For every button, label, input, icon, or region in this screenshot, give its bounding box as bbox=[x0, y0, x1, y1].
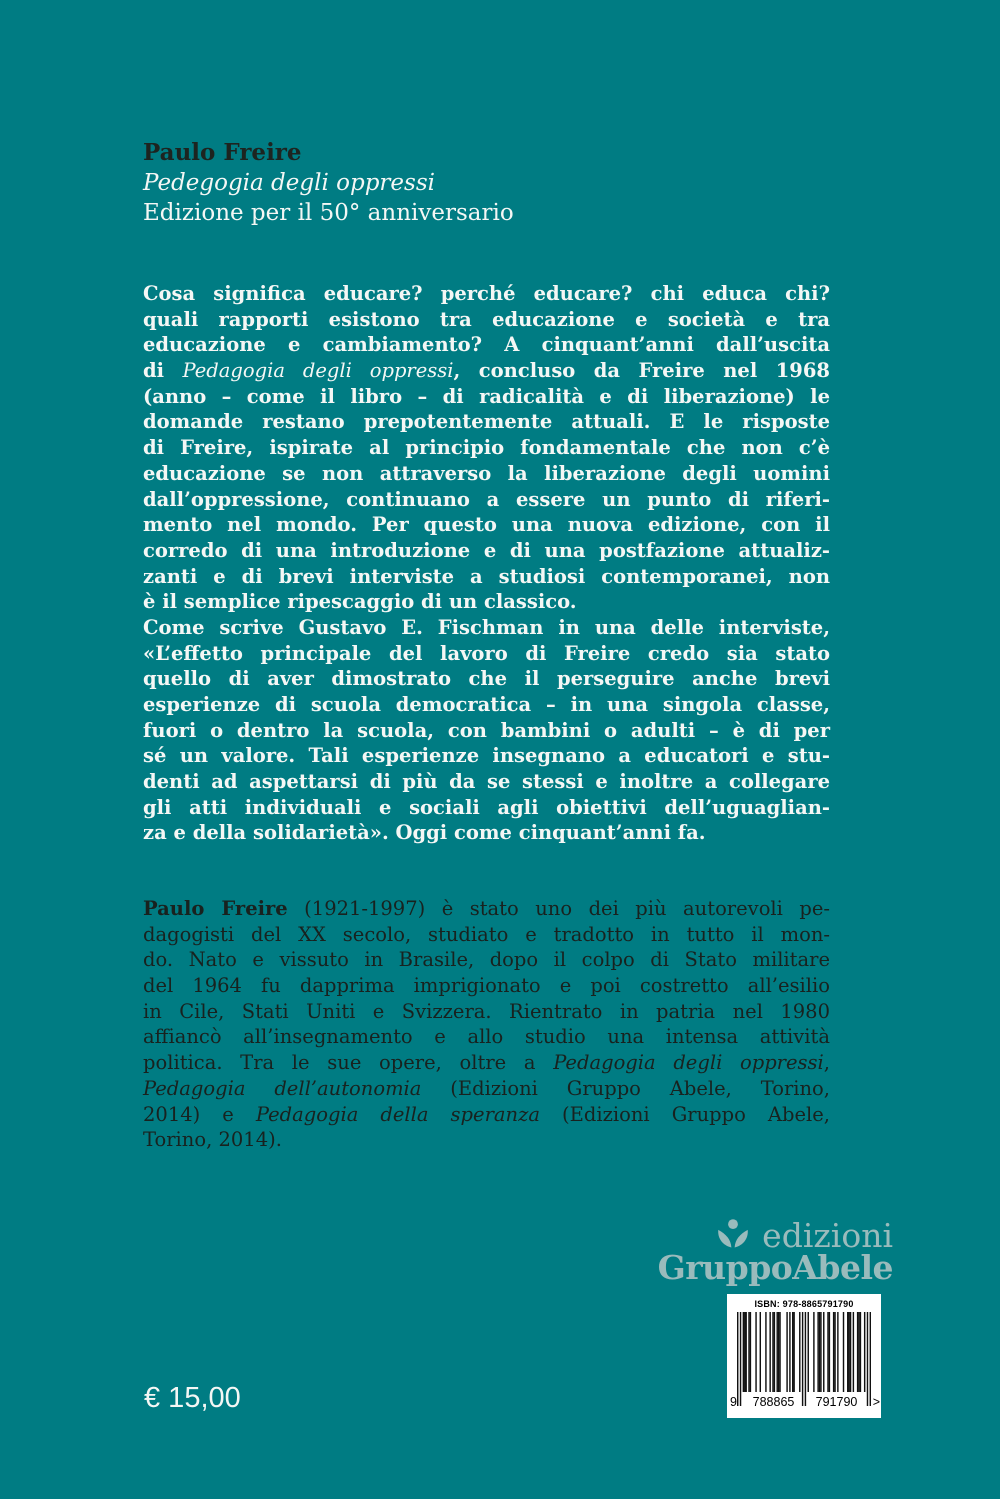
text-line: domande restano prepotentemente attuali. E le risposte bbox=[143, 410, 830, 434]
text-line: denti ad aspettarsi di più da se stessi e inoltre a collegare bbox=[143, 770, 830, 794]
barcode-bars bbox=[730, 1312, 880, 1409]
price-label: € 15,00 bbox=[144, 1382, 241, 1414]
text-line: 2014) e Pedagogia della speranza (Edizioni Gruppo Abele, bbox=[143, 1102, 830, 1126]
text-line: Paulo Freire (1921-1997) è stato uno dei più autorevoli pe- bbox=[143, 897, 830, 920]
author-bio-text bbox=[143, 896, 830, 1153]
text-line: Cosa significa educare? perché educare? chi educa chi? bbox=[143, 282, 830, 305]
barcode bbox=[727, 1294, 881, 1418]
text-line: corredo di una introduzione e di una postfazione attualiz- bbox=[143, 538, 830, 562]
text-line: del 1964 fu dapprima imprigionato e poi costretto all’esilio bbox=[143, 974, 830, 998]
text-line: Torino, 2014). bbox=[143, 1128, 282, 1152]
text-line: quello di aver dimostrato che il perseguire anche brevi bbox=[143, 667, 830, 691]
text-line: educazione se non attraverso la liberazione degli uomini bbox=[143, 461, 830, 485]
text-line: è il semplice ripescaggio di un classico. bbox=[143, 590, 577, 614]
text-line: dall’oppressione, continuano a essere un punto di riferi- bbox=[143, 487, 830, 511]
text-line: zanti e di brevi interviste a studiosi contemporanei, non bbox=[143, 564, 830, 588]
text-line: di Freire, ispirate al principio fondamentale che non c’è bbox=[143, 436, 830, 460]
barcode-digit-group-right: 791790 bbox=[815, 1395, 858, 1409]
text-line: Come scrive Gustavo E. Fischman in una delle interviste, bbox=[143, 615, 830, 639]
barcode-digits bbox=[730, 1394, 880, 1409]
author-name: Paulo Freire bbox=[143, 139, 302, 166]
barcode-digit-group-left: 788865 bbox=[752, 1395, 795, 1409]
publisher-wordmark-edizioni: edizioni bbox=[762, 1216, 893, 1255]
barcode-digit-lead: 9 bbox=[730, 1395, 737, 1409]
text-line: affiancò all’insegnamento e allo studio una intensa attività bbox=[143, 1025, 830, 1049]
publisher-logo bbox=[657, 1216, 893, 1287]
text-line: di Pedagogia degli oppressi, concluso da Freire nel 1968 bbox=[143, 359, 830, 383]
isbn-label: ISBN: 978-8865791790 bbox=[754, 1299, 854, 1309]
text-line: dagogisti del XX secolo, studiato e tradotto in tutto il mon- bbox=[143, 922, 830, 946]
publisher-wordmark-gruppoabele: GruppoAbele bbox=[657, 1248, 893, 1287]
text-line: gli atti individuali e sociali agli obiettivi dell’uguaglian- bbox=[143, 795, 830, 819]
text-line: politica. Tra le sue opere, oltre a Pedagogia degli oppressi, bbox=[143, 1051, 830, 1075]
text-line: za e della solidarietà». Oggi come cinquant’anni fa. bbox=[143, 821, 706, 845]
text-line: mento nel mondo. Per questo una nuova edizione, con il bbox=[143, 513, 830, 537]
edition-line: Edizione per il 50° anniversario bbox=[143, 200, 514, 226]
text-line: «L’effetto principale del lavoro di Freire credo sia stato bbox=[143, 641, 830, 665]
synopsis-text bbox=[143, 281, 830, 846]
text-line: esperienze di scuola democratica – in una singola classe, bbox=[143, 693, 830, 716]
barcode-digit-trail: > bbox=[872, 1395, 880, 1409]
text-line: fuori o dentro la scuola, con bambini o adulti – è di per bbox=[143, 718, 830, 742]
text-line: do. Nato e vissuto in Brasile, dopo il colpo di Stato militare bbox=[143, 948, 830, 972]
book-title: Pedegogia degli oppressi bbox=[143, 170, 436, 196]
text-line: Pedagogia dell’autonomia (Edizioni Gruppo Abele, Torino, bbox=[143, 1076, 830, 1100]
text-line: sé un valore. Tali esperienze insegnano a educatori e stu- bbox=[143, 744, 830, 768]
text-line: educazione e cambiamento? A cinquant’anni dall’uscita bbox=[143, 333, 830, 357]
text-line: (anno – come il libro – di radicalità e di liberazione) le bbox=[143, 384, 830, 408]
text-line: quali rapporti esistono tra educazione e società e tra bbox=[143, 307, 830, 331]
text-line: in Cile, Stati Uniti e Svizzera. Rientrato in patria nel 1980 bbox=[143, 999, 830, 1023]
header-block bbox=[143, 138, 514, 229]
